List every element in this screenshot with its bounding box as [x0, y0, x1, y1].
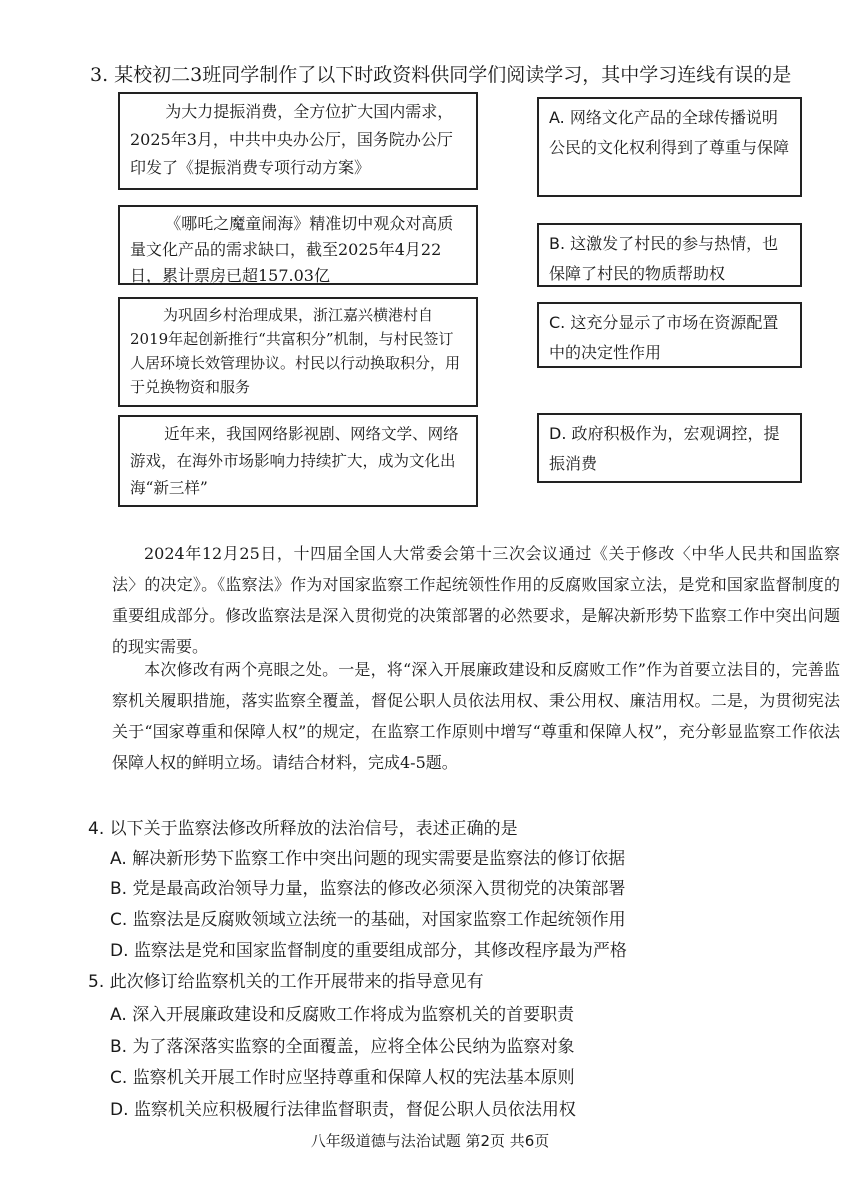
question-5-option-b: B. 为了落深落实监察的全面覆盖，应将全体公民纳为监察对象: [110, 1037, 575, 1057]
material-box-3: [118, 297, 478, 407]
material-text: 为巩固乡村治理成果，浙江嘉兴横港村自2019年起创新推行“共富积分”机制，与村民签订人居环境长效管理协议。村民以行动换取积分，用于兑换物资和服务: [130, 306, 461, 396]
question-3-stem: [90, 60, 791, 87]
page-footer: 八年级道德与法治试题 第2页 共6页: [310, 1132, 550, 1150]
question-5-option-d: D. 监察机关应积极履行法律监督职责，督促公职人员依法用权: [110, 1100, 576, 1120]
option-text: B. 这激发了村民的参与热情，也保障了村民的物质帮助权: [549, 234, 779, 283]
option-text: A. 网络文化产品的全球传播说明公民的文化权利得到了尊重与保障: [549, 108, 790, 157]
option-box-b: [537, 223, 802, 287]
question-4-option-c: C. 监察法是反腐败领域立法统一的基础，对国家监察工作起统领作用: [110, 910, 626, 930]
passage-paragraph-1: [112, 538, 840, 662]
passage-paragraph-2: [112, 654, 840, 778]
material-box-4: [118, 415, 478, 507]
option-box-c: [537, 302, 802, 368]
material-box-1: [118, 92, 478, 190]
material-text: 为大力提振消费，全方位扩大国内需求，2025年3月，中共中央办公厅，国务院办公厅印发了《提振消费专项行动方案》: [130, 102, 454, 177]
option-text: D. 政府积极作为，宏观调控，提振消费: [549, 424, 780, 473]
question-5-stem: 5. 此次修订给监察机关的工作开展带来的指导意见有: [88, 972, 484, 992]
option-box-d: [537, 413, 802, 483]
question-4-option-a: A. 解决新形势下监察工作中突出问题的现实需要是监察法的修订依据: [110, 849, 626, 869]
option-text: C. 这充分显示了市场在资源配置中的决定性作用: [549, 313, 779, 362]
question-4-option-b: B. 党是最高政治领导力量，监察法的修改必须深入贯彻党的决策部署: [110, 879, 626, 899]
question-text: 某校初二3班同学制作了以下时政资料供同学们阅读学习，其中学习连线有误的是: [114, 64, 792, 86]
question-5-option-c: C. 监察机关开展工作时应坚持尊重和保障人权的宪法基本原则: [110, 1068, 575, 1088]
material-text: 《哪吒之魔童闹海》精准切中观众对高质量文化产品的需求缺口，截至2025年4月22日，累计票房已超157.03亿: [130, 214, 454, 285]
material-box-2: [118, 205, 478, 285]
paragraph-text: 本次修改有两个亮眼之处。一是，将“深入开展廉政建设和反腐败工作”作为首要立法目的，完善监察机关履职措施，落实监察全覆盖，督促公职人员依法用权、秉公用权、廉洁用权。二是，为贯彻宪法关于“国家尊重和保障人权”的规定，在监察工作原则中增写“尊重和保障人权”，充分彰显监察工作依法保障人权的鲜明立场。请结合材料，完成4-5题。: [112, 660, 840, 772]
paragraph-text: 2024年12月25日，十四届全国人大常委会第十三次会议通过《关于修改〈中华人民共和国监察法〉的决定》。《监察法》作为对国家监察工作起统领性作用的反腐败国家立法，是党和国家监督制度的重要组成部分。修改监察法是深入贯彻党的决策部署的必然要求，是解决新形势下监察工作中突出问题的现实需要。: [112, 544, 840, 656]
question-number: 3.: [90, 64, 109, 86]
question-4-option-d: D. 监察法是党和国家监督制度的重要组成部分，其修改程序最为严格: [110, 941, 627, 961]
option-box-a: [537, 97, 802, 197]
question-4-stem: 4. 以下关于监察法修改所释放的法治信号，表述正确的是: [88, 819, 518, 839]
question-5-option-a: A. 深入开展廉政建设和反腐败工作将成为监察机关的首要职责: [110, 1005, 575, 1025]
material-text: 近年来，我国网络影视剧、网络文学、网络游戏，在海外市场影响力持续扩大，成为文化出海“新三样”: [130, 425, 459, 497]
